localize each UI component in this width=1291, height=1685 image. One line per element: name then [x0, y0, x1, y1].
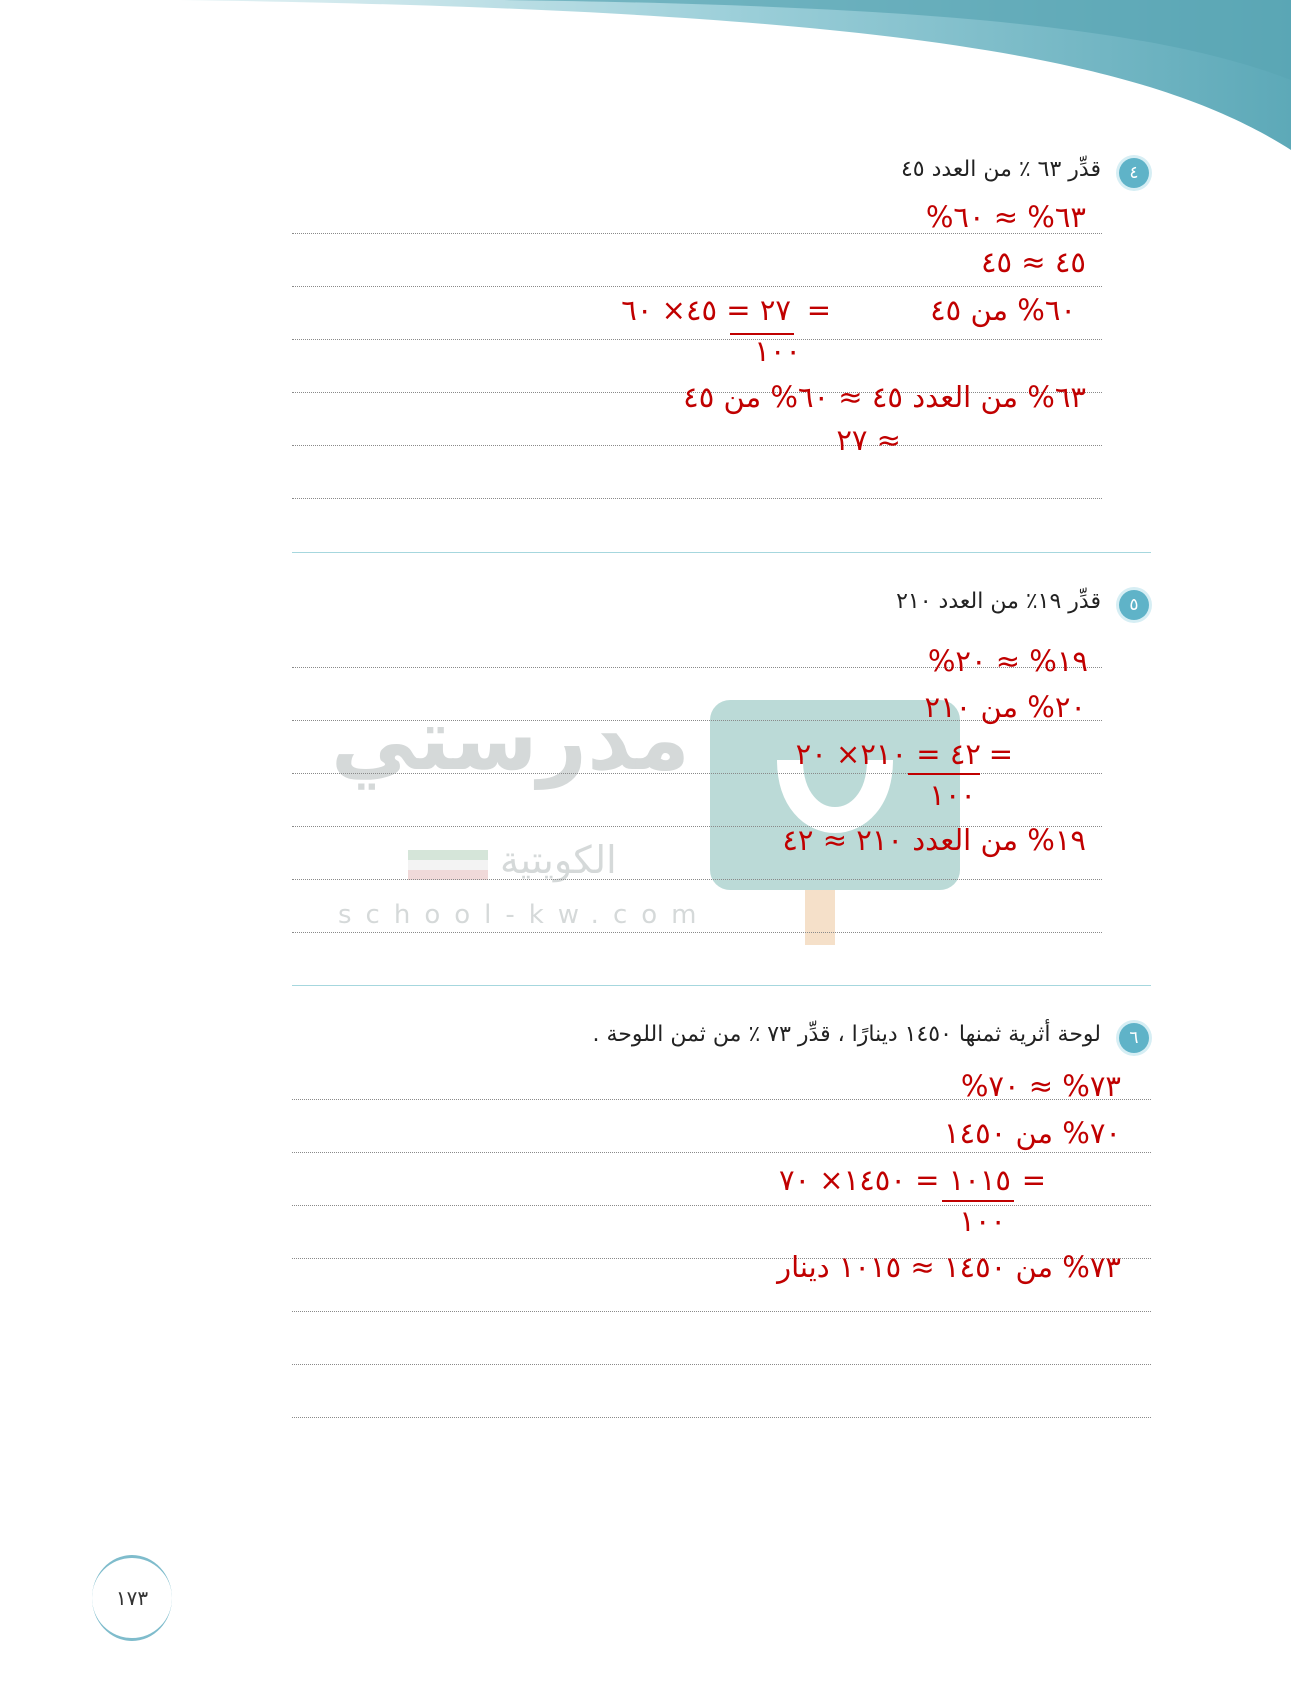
answer-line: ٧٠% من ١٤٥٠: [943, 1116, 1121, 1150]
writing-line: [292, 1417, 1151, 1418]
writing-line: [292, 445, 1102, 446]
fraction-denominator: ١٠٠: [754, 334, 801, 368]
writing-line: [292, 879, 1102, 880]
section-divider: [292, 552, 1151, 553]
answer-line: ٢٧ = ٤٥× ٦٠: [621, 293, 791, 327]
question-text: قدِّر ١٩٪ من العدد ٢١٠: [896, 589, 1101, 614]
writing-line: [292, 932, 1102, 933]
answer-line: ١٠١٥ = ١٤٥٠× ٧٠: [778, 1163, 1011, 1197]
writing-line: [292, 1205, 1151, 1206]
fraction-bar: [908, 773, 980, 775]
answer-line: ٦٣% من العدد ٤٥ ≈ ٦٠% من ٤٥: [683, 380, 1086, 414]
section-divider: [292, 985, 1151, 986]
answer-line: ١٩% ≈ ٢٠%: [927, 644, 1088, 678]
watermark-title: مدرستي: [330, 690, 690, 790]
question-text: قدِّر ٦٣ ٪ من العدد ٤٥: [900, 157, 1101, 182]
question-text: لوحة أثرية ثمنها ١٤٥٠ دينارًا ، قدِّر ٧٣ ٪ من ثمن اللوحة .: [592, 1022, 1101, 1047]
answer-line: ٧٣% من ١٤٥٠ ≈ ١٠١٥ دينار: [777, 1250, 1121, 1284]
answer-line: ١٩% من العدد ٢١٠ ≈ ٤٢: [782, 823, 1086, 857]
question-number-badge: ٤: [1119, 158, 1149, 188]
writing-line: [292, 498, 1102, 499]
kuwait-flag-icon: [408, 850, 488, 880]
answer-line: ٦٠% من ٤٥: [930, 293, 1076, 327]
fraction-denominator: ١٠٠: [959, 1204, 1006, 1238]
answer-equals: =: [1021, 1163, 1046, 1197]
answer-equals: =: [806, 293, 831, 327]
question-number-badge: ٥: [1119, 590, 1149, 620]
question-number-badge: ٦: [1119, 1023, 1149, 1053]
page-number: ١٧٣: [92, 1555, 172, 1641]
writing-line: [292, 339, 1102, 340]
answer-equals: =: [988, 737, 1013, 771]
writing-line: [292, 1364, 1151, 1365]
writing-line: [292, 286, 1102, 287]
answer-line: ٦٣% ≈ ٦٠%: [925, 200, 1086, 234]
answer-line: ٤٥ ≈ ٤٥: [980, 245, 1086, 279]
fraction-bar: [942, 1200, 1014, 1202]
answer-line: ٤٢ = ٢١٠× ٢٠: [795, 737, 981, 771]
writing-line: [292, 1311, 1151, 1312]
watermark-url: school-kw.com: [338, 900, 711, 930]
answer-line: ٢٠% من ٢١٠: [924, 690, 1086, 724]
watermark-subtitle: الكويتية: [500, 838, 617, 882]
answer-line: ≈ ٢٧: [836, 423, 901, 457]
writing-line: [292, 1152, 1151, 1153]
fraction-denominator: ١٠٠: [929, 778, 976, 812]
answer-line: ٧٣% ≈ ٧٠%: [960, 1069, 1121, 1103]
writing-line: [292, 773, 1102, 774]
header-wave-band: [0, 0, 1291, 150]
